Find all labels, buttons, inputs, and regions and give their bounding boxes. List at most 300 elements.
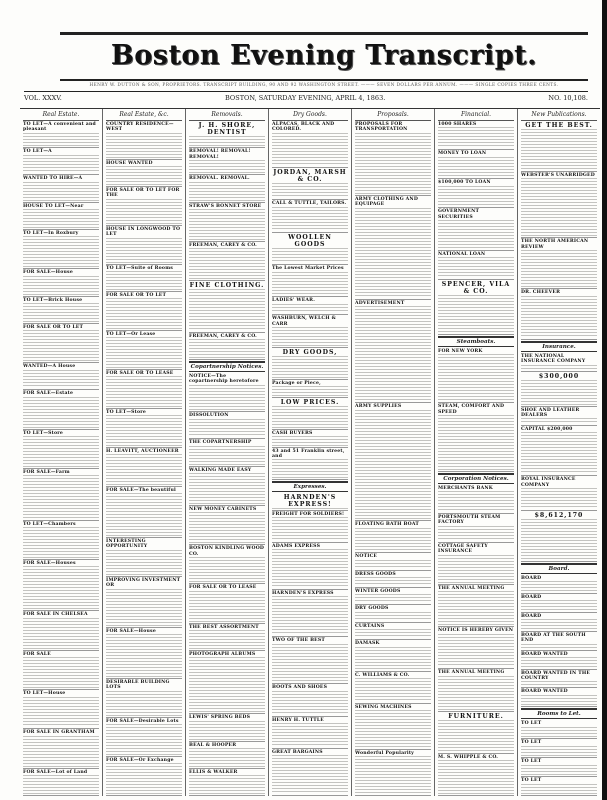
advertisement-title: FOR SALE—House <box>106 629 156 634</box>
advertisement <box>521 651 597 670</box>
advertisement-title: NOTICE—The copartnership heretofore <box>189 373 259 385</box>
body-text-lines <box>521 746 597 757</box>
advertisement <box>23 269 99 296</box>
body-text-lines <box>189 248 265 279</box>
advertisement <box>521 613 597 632</box>
advertisement-title: NEW MONEY CABINETS <box>189 506 257 512</box>
advertisement <box>189 742 265 769</box>
body-text-lines <box>438 186 514 207</box>
news-column <box>517 109 600 796</box>
advertisement <box>23 230 99 269</box>
body-text-lines <box>521 380 597 405</box>
body-text-lines <box>106 199 182 224</box>
advertisement-title: TO LET—Or Lease <box>106 332 156 337</box>
body-text-lines <box>438 157 514 178</box>
advertisement-title: PHOTOGRAPH ALBUMS <box>189 651 256 657</box>
body-text-lines <box>521 657 597 668</box>
top-rule <box>60 32 588 35</box>
advertisement <box>23 651 99 690</box>
body-text-lines <box>23 303 99 322</box>
advertisement-title: FOR SALE—Desirable Lots <box>106 719 179 724</box>
advertisement <box>272 543 348 590</box>
body-text-lines <box>23 236 99 267</box>
advertisement-title: FREIGHT FOR SOLDIERS! <box>272 511 345 517</box>
body-text-lines <box>521 727 597 738</box>
body-text-lines <box>438 591 514 625</box>
body-text-lines <box>355 208 431 298</box>
imprint-rule <box>24 91 588 92</box>
body-text-lines <box>23 697 99 728</box>
advertisement-title: GREAT BARGAINS <box>272 749 323 755</box>
body-text-lines <box>106 493 182 536</box>
advertisement-title: FLOATING BATH BOAT <box>355 522 419 528</box>
advertisement <box>106 718 182 757</box>
body-text-lines <box>189 748 265 767</box>
advertisement <box>438 754 514 796</box>
advertisement-title: TO LET—A convenient and pleasant <box>23 122 96 133</box>
advertisement-title: CAPITAL $200,000 <box>521 426 573 432</box>
section-heading: Corporation Notices. <box>438 473 514 484</box>
body-text-lines <box>23 527 99 558</box>
advertisement-title: MONEY TO LOAN <box>438 151 487 157</box>
column-heading: Real Estate, &c. <box>106 109 182 121</box>
advertisement-title: ARMY CLOTHING AND EQUIPAGE <box>355 196 419 208</box>
advertisement <box>189 439 265 466</box>
advertisement-title: TO LET—Brick House <box>23 297 83 303</box>
body-text-lines <box>23 775 99 794</box>
body-text-lines <box>521 681 597 686</box>
body-text-lines <box>272 436 348 445</box>
advertisement-title: FOR SALE—House <box>23 270 73 276</box>
body-text-lines <box>521 644 597 649</box>
body-text-lines <box>272 644 348 683</box>
advertisement-title: CASH BUYERS <box>272 430 313 436</box>
advertisement <box>272 297 348 315</box>
advertisement <box>23 690 99 729</box>
section-heading: Rooms to Let. <box>521 708 597 719</box>
advertisement <box>189 242 265 281</box>
advertisement <box>272 380 348 398</box>
body-text-lines <box>438 220 514 248</box>
body-text-lines <box>355 594 431 603</box>
advertisement-title: FOR SALE—Houses <box>23 560 76 566</box>
body-text-lines <box>355 678 431 701</box>
body-text-lines <box>355 756 431 794</box>
advertisement-title: FOR NEW YORK <box>438 348 483 354</box>
body-text-lines <box>106 691 182 716</box>
advertisement <box>189 651 265 715</box>
advertisement-title: DISSOLUTION <box>189 413 229 419</box>
body-text-lines <box>438 526 514 541</box>
advertisement <box>272 511 348 543</box>
body-text-lines <box>355 528 431 551</box>
advertisement-title: TO LET <box>521 778 542 784</box>
advertisement-title: DRESS GOODS <box>355 571 396 577</box>
news-column <box>351 109 434 796</box>
columns-area <box>20 108 600 796</box>
advertisement-title: LEWIS' SPRING BEDS <box>189 715 251 721</box>
body-text-lines <box>189 512 265 543</box>
body-text-lines <box>189 446 265 465</box>
advertisement <box>438 543 514 585</box>
advertisement-title: FOR SALE OR TO LET FOR THE <box>106 188 180 199</box>
advertisement <box>438 179 514 208</box>
body-text-lines <box>521 600 597 611</box>
body-text-lines <box>438 634 514 668</box>
advertisement <box>272 637 348 684</box>
advertisement <box>272 684 348 716</box>
advertisement <box>23 148 99 175</box>
advertisement <box>272 493 348 511</box>
advertisement-title: FOR SALE IN GRANTHAM <box>23 730 95 736</box>
body-text-lines <box>272 459 348 478</box>
advertisement-title: 43 and 51 Franklin street, and <box>272 448 345 460</box>
advertisement <box>521 372 597 407</box>
advertisement <box>189 467 265 506</box>
advertisement <box>106 448 182 487</box>
advertisement-title: PROPOSALS FOR TRANSPORTATION <box>355 122 408 133</box>
advertisement <box>189 373 265 412</box>
advertisement <box>272 430 348 448</box>
advertisement-title: FOR SALE—Estate <box>23 391 74 397</box>
issue-date: BOSTON, SATURDAY EVENING, APRIL 4, 1863. <box>225 94 386 102</box>
advertisement-title: FOR SALE OR TO LET <box>23 324 84 330</box>
advertisement-title: BOARD WANTED <box>521 651 568 657</box>
advertisement <box>106 577 182 628</box>
advertisement <box>438 585 514 627</box>
column-heading: Dry Goods. <box>272 109 348 121</box>
advertisement-title: BOARD WANTED IN THE COUNTRY <box>521 670 591 681</box>
body-text-lines <box>106 634 182 677</box>
advertisement <box>521 121 597 172</box>
advertisement <box>189 506 265 545</box>
advertisement <box>23 297 99 324</box>
advertisement-title: TO LET <box>521 759 542 765</box>
body-text-lines <box>23 330 99 361</box>
advertisement <box>189 584 265 623</box>
advertisement <box>355 121 431 196</box>
advertisement-title: SEWING MACHINES <box>355 704 412 710</box>
body-text-lines <box>189 775 265 794</box>
advertisement <box>23 175 99 202</box>
advertisement <box>106 292 182 331</box>
body-text-lines <box>438 760 514 794</box>
column-heading: Proposals. <box>355 109 431 121</box>
advertisement <box>438 251 514 280</box>
body-text-lines <box>23 182 99 201</box>
advertisement <box>106 121 182 160</box>
body-text-lines <box>23 370 99 389</box>
advertisement <box>521 720 597 739</box>
advertisement-title: The Lowest Market Prices <box>272 266 344 272</box>
advertisement <box>272 168 348 200</box>
body-text-lines <box>189 160 265 173</box>
body-text-lines <box>272 248 348 263</box>
advertisement <box>355 640 431 672</box>
body-text-lines <box>23 133 99 146</box>
advertisement-title: 1000 SHARES <box>438 122 477 127</box>
advertisement-title: ADVERTISEMENT <box>355 300 405 306</box>
advertisement <box>272 749 348 796</box>
advertisement-title: WOOLLEN GOODS <box>288 233 332 248</box>
advertisement <box>521 777 597 796</box>
body-text-lines <box>189 209 265 240</box>
body-text-lines <box>521 432 597 474</box>
advertisement-title: THE COPARTNERSHIP <box>189 440 252 446</box>
body-text-lines <box>521 581 597 592</box>
advertisement <box>189 714 265 741</box>
body-text-lines <box>189 591 265 622</box>
advertisement <box>23 203 99 230</box>
body-text-lines <box>521 250 597 287</box>
advertisement <box>106 409 182 448</box>
body-text-lines <box>23 618 99 649</box>
body-text-lines <box>189 182 265 201</box>
body-text-lines <box>272 386 348 395</box>
advertisement <box>355 196 431 300</box>
advertisement <box>189 333 265 360</box>
advertisement-title: COUNTRY RESIDENCE—WEST <box>106 122 174 133</box>
advertisement <box>438 712 514 754</box>
issue-number: NO. 10,108. <box>548 94 588 102</box>
advertisement-title: H. LEAVITT, AUCTIONEER <box>106 449 179 454</box>
volume-number: VOL. XXXV. <box>24 94 62 102</box>
advertisement <box>23 769 99 796</box>
advertisement-title: DAMASK <box>355 641 380 647</box>
advertisement <box>521 238 597 289</box>
body-text-lines <box>438 295 514 333</box>
body-text-lines <box>521 488 597 509</box>
advertisement <box>438 280 514 335</box>
advertisement <box>355 623 431 640</box>
advertisement <box>189 769 265 796</box>
advertisement <box>272 233 348 265</box>
advertisement-title: FOR SALE—Farm <box>23 470 70 476</box>
body-text-lines <box>521 784 597 795</box>
advertisement <box>189 281 265 332</box>
advertisement-title: BOARD <box>521 613 542 619</box>
advertisement-title: TWO OF THE BEST <box>272 638 326 644</box>
advertisement <box>438 627 514 669</box>
advertisement <box>272 121 348 168</box>
advertisement-title: WALKING MADE EASY <box>189 467 252 473</box>
advertisement-title: FREEMAN, CAREY & CO. <box>189 333 257 339</box>
advertisement <box>521 758 597 777</box>
advertisement-title: TO LET—House <box>23 691 66 697</box>
advertisement <box>106 628 182 679</box>
body-text-lines <box>355 560 431 569</box>
advertisement-title: FOR SALE—The beautiful <box>106 488 176 493</box>
advertisement-title: BOARD <box>521 594 542 600</box>
body-text-lines <box>272 549 348 588</box>
body-text-lines <box>23 566 99 609</box>
advertisement <box>355 403 431 521</box>
advertisement-title: PORTSMOUTH STEAM FACTORY <box>438 514 501 526</box>
advertisement <box>521 407 597 426</box>
advertisement-title: REMOVAL! REMOVAL! REMOVAL! <box>189 149 251 160</box>
advertisement <box>272 348 348 380</box>
body-text-lines <box>106 376 182 407</box>
body-text-lines <box>355 306 431 401</box>
advertisement-title: STEAM, COMFORT AND SPEED <box>438 404 505 415</box>
body-text-lines <box>521 695 597 706</box>
advertisement-title: THE ANNUAL MEETING <box>438 670 505 676</box>
advertisement <box>521 353 597 372</box>
body-text-lines <box>272 327 348 346</box>
body-text-lines <box>521 365 597 370</box>
advertisement-title: TO LET <box>521 721 542 727</box>
advertisement-title: TO LET—In Roxbury <box>23 230 79 236</box>
body-text-lines <box>521 129 597 170</box>
advertisement-title: HARNDEN'S EXPRESS <box>272 591 334 597</box>
body-text-lines <box>189 419 265 438</box>
advertisement-title: GOVERNMENT SECURITIES <box>438 209 480 220</box>
advertisement <box>106 487 182 538</box>
body-text-lines <box>189 657 265 712</box>
body-text-lines <box>106 550 182 575</box>
advertisement <box>355 300 431 404</box>
advertisement-title: BOARD WANTED <box>521 689 568 695</box>
advertisement-title: FOR SALE—Lot of Land <box>23 769 88 775</box>
advertisement <box>106 679 182 718</box>
advertisement-title: $300,000 <box>538 372 580 380</box>
body-text-lines <box>189 473 265 504</box>
body-text-lines <box>355 612 431 621</box>
advertisement <box>189 148 265 175</box>
advertisement-title: BOOTS AND SHOES <box>272 685 328 691</box>
advertisement <box>23 121 99 148</box>
body-text-lines <box>106 454 182 485</box>
body-text-lines <box>23 436 99 467</box>
body-text-lines <box>521 296 597 338</box>
advertisement-title: DR. CHEEVER <box>521 290 561 296</box>
body-text-lines <box>106 166 182 185</box>
advertisement <box>189 545 265 584</box>
advertisement <box>23 324 99 363</box>
column-heading: New Publications. <box>521 109 597 121</box>
advertisement-title: FOR SALE OR TO LET <box>106 293 167 298</box>
advertisement <box>272 265 348 297</box>
advertisement <box>438 403 514 471</box>
body-text-lines <box>23 736 99 767</box>
advertisement <box>106 331 182 370</box>
body-text-lines <box>438 415 514 470</box>
advertisement <box>521 594 597 613</box>
advertisement-title: MERCHANTS BANK <box>438 485 493 491</box>
body-text-lines <box>438 491 514 512</box>
advertisement <box>521 739 597 758</box>
advertisement <box>23 560 99 611</box>
advertisement <box>521 511 597 562</box>
body-text-lines <box>355 629 431 638</box>
body-text-lines <box>272 596 348 635</box>
advertisement <box>438 150 514 179</box>
advertisement-title: BEAL & HOOPER <box>189 742 237 748</box>
advertisement <box>438 485 514 514</box>
advertisement <box>521 289 597 340</box>
advertisement <box>189 624 265 651</box>
advertisement-title: COTTAGE SAFETY INSURANCE <box>438 543 488 555</box>
body-text-lines <box>106 589 182 626</box>
masthead-rule <box>60 79 588 81</box>
body-text-lines <box>272 406 348 428</box>
body-text-lines <box>355 410 431 520</box>
advertisement <box>23 521 99 560</box>
advertisement <box>521 632 597 651</box>
body-text-lines <box>23 397 99 428</box>
section-heading: Insurance. <box>521 341 597 352</box>
advertisement-title: HOUSE TO LET—Near <box>23 203 84 209</box>
advertisement-title: THE NORTH AMERICAN REVIEW <box>521 239 589 250</box>
advertisement-title: ARMY SUPPLIES <box>355 404 402 410</box>
advertisement <box>106 538 182 577</box>
news-column <box>102 109 185 796</box>
advertisement <box>272 448 348 480</box>
advertisement-title: J. H. SHORE, DENTIST <box>198 122 256 136</box>
body-text-lines <box>272 691 348 715</box>
body-text-lines <box>189 136 265 146</box>
body-text-lines <box>521 519 597 560</box>
advertisement <box>23 430 99 469</box>
body-text-lines <box>272 755 348 794</box>
body-text-lines <box>189 339 265 358</box>
advertisement-title: DRY GOODS, <box>282 348 338 356</box>
body-text-lines <box>438 127 514 148</box>
advertisement-title: FOR SALE OR TO LEASE <box>189 585 257 591</box>
body-text-lines <box>355 647 431 670</box>
body-text-lines <box>106 415 182 446</box>
advertisement <box>438 208 514 250</box>
scan-edge <box>602 0 607 800</box>
advertisement-title: REMOVAL. REMOVAL. <box>189 176 250 182</box>
advertisement-title: STRAW'S BONNET STORE <box>189 203 262 209</box>
advertisement-title: ELLIS & WALKER <box>189 769 238 775</box>
advertisement <box>106 757 182 796</box>
advertisement-title: HOUSE IN LONGWOOD TO LET <box>106 227 181 238</box>
advertisement-title: BOSTON KINDLING WOOD CO. <box>189 546 265 557</box>
news-column <box>20 109 102 796</box>
advertisement-title: FREEMAN, CAREY & CO. <box>189 242 257 248</box>
body-text-lines <box>272 508 348 511</box>
body-text-lines <box>272 272 348 296</box>
advertisement-title: HENRY H. TUTTLE <box>272 717 324 723</box>
advertisement-title: DESIRABLE BUILDING LOTS <box>106 680 170 691</box>
masthead-title: Boston Evening Transcript. <box>110 40 538 71</box>
advertisement <box>272 717 348 749</box>
advertisement <box>189 203 265 242</box>
body-text-lines <box>272 304 348 313</box>
advertisement-title: HARNDEN'S EXPRESS! <box>283 493 337 508</box>
advertisement <box>106 370 182 409</box>
advertisement-title: FINE CLOTHING. <box>189 282 265 290</box>
advertisement-title: C. WILLIAMS & CO. <box>355 672 410 678</box>
advertisement <box>355 672 431 704</box>
advertisement-title: TO LET—Store <box>23 430 64 436</box>
advertisement-title: LADIES' WEAR. <box>272 298 315 304</box>
advertisement <box>355 750 431 796</box>
imprint-line: HENRY W. DUTTON & SON, PROPRIETORS. TRANSCRIPT BUILDING, 90 AND 92 WASHINGTON STREET. ——— SEVEN DOLLARS PER ANNUM. ——— SINGLE COPIES THREE CENTS. <box>89 83 559 88</box>
body-text-lines <box>355 710 431 748</box>
advertisement <box>272 200 348 232</box>
advertisement-title: $100,000 TO LOAN <box>438 180 491 186</box>
body-text-lines <box>189 721 265 740</box>
body-text-lines <box>23 209 99 228</box>
advertisement <box>272 398 348 430</box>
advertisement <box>355 588 431 605</box>
advertisement <box>355 605 431 622</box>
advertisement <box>521 172 597 239</box>
advertisement-title: BOARD <box>521 575 542 581</box>
